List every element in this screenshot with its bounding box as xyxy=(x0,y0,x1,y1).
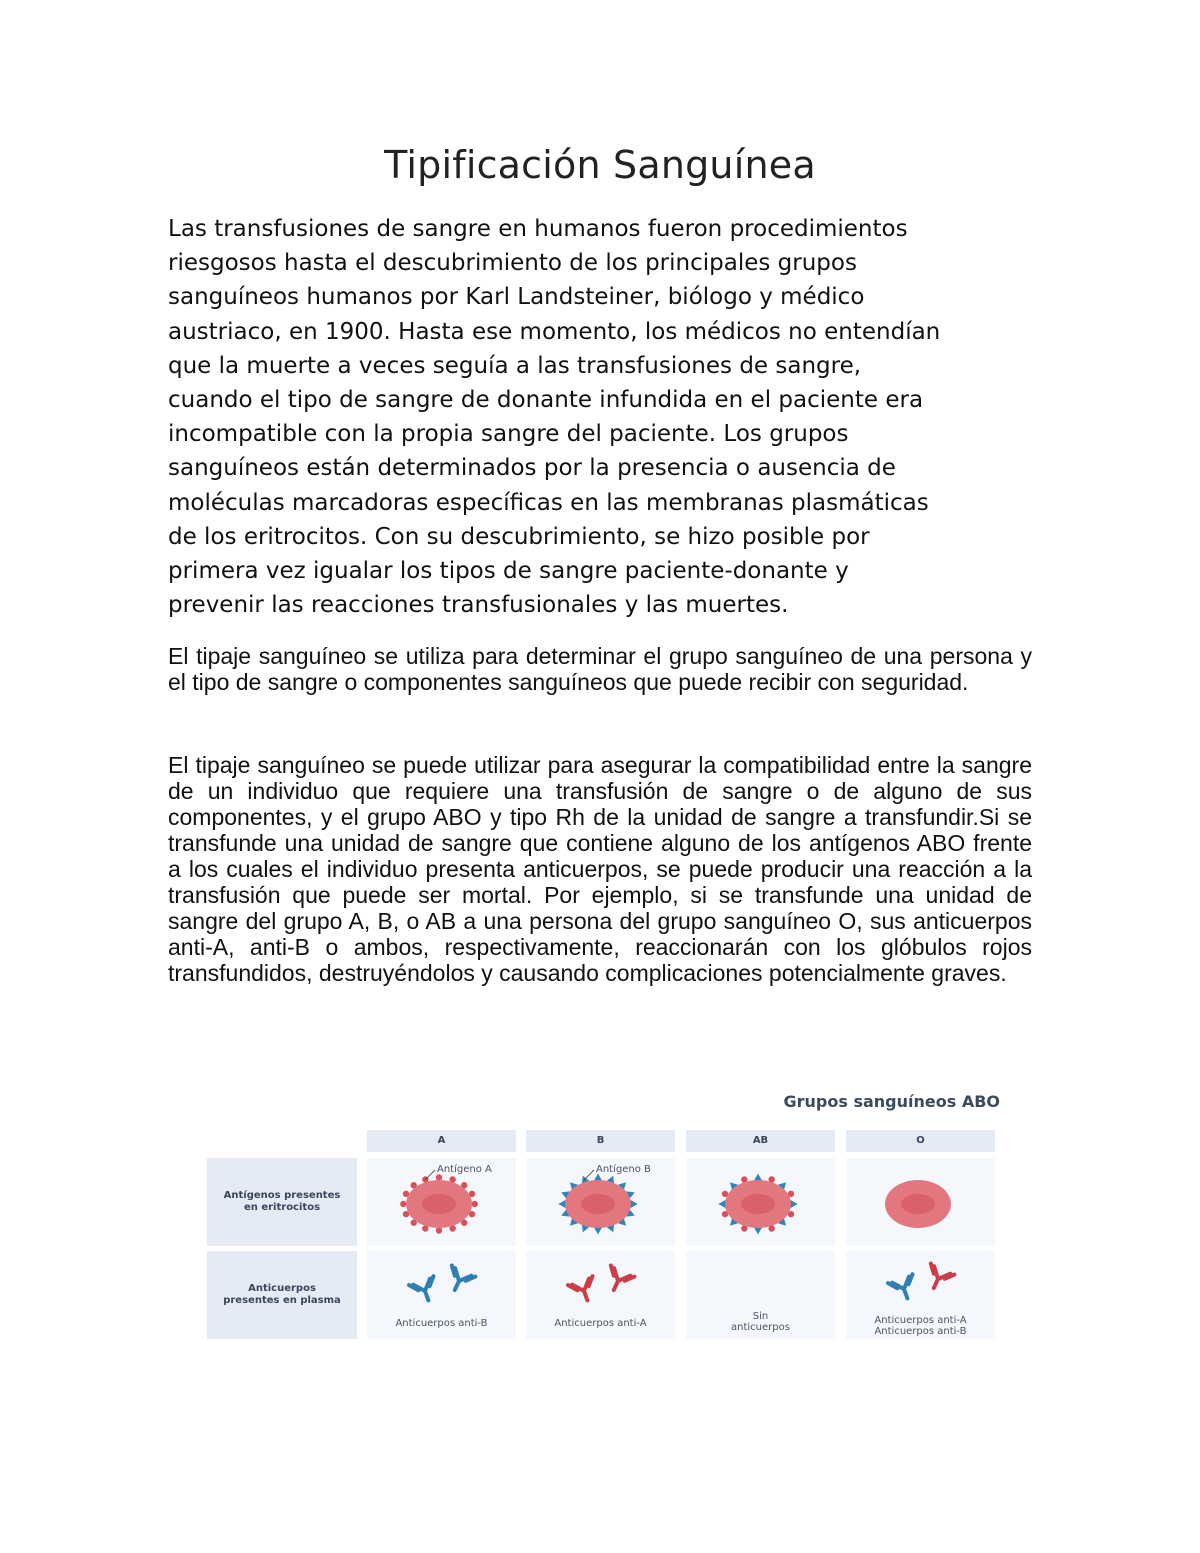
row-header-antigens-label: Antígenos presentes en eritrocitos xyxy=(223,1190,341,1213)
intro-line: sanguíneos humanos por Karl Landsteiner, biólogo y médico xyxy=(168,284,865,311)
antigen-cell-o xyxy=(846,1158,995,1246)
column-header-o: O xyxy=(846,1130,995,1152)
row-header-antibodies-label: Anticuerpos presentes en plasma xyxy=(223,1283,341,1306)
column-header-a: A xyxy=(367,1130,516,1152)
intro-line: cuando el tipo de sangre de donante infundida en el paciente era xyxy=(168,387,924,414)
antibody-ab-label-line1: Sin xyxy=(752,1311,769,1322)
column-header-ab: AB xyxy=(686,1130,835,1152)
intro-line: austriaco, en 1900. Hasta ese momento, los médicos no entendían xyxy=(168,318,941,345)
figure-title: Grupos sanguíneos ABO xyxy=(783,1092,1000,1111)
antigen-cell-b xyxy=(526,1158,675,1246)
typing-purpose-paragraph: El tipaje sanguíneo se utiliza para determinar el grupo sanguíneo de una persona y el tipo de sangre o componentes sanguíneos que puede recibir con seguridad. xyxy=(168,643,1032,695)
intro-line: sanguíneos están determinados por la presencia o ausencia de xyxy=(168,455,896,482)
abo-figure xyxy=(205,1088,1005,1350)
antibody-cell-b xyxy=(526,1251,675,1339)
intro-line: prevenir las reacciones transfusionales y las muertes. xyxy=(168,592,789,619)
row-header-antigens xyxy=(207,1158,357,1246)
compatibility-paragraph: El tipaje sanguíneo se puede utilizar para asegurar la compatibilidad entre la sangre de un individuo que requiere una transfusión de sangre o de alguno de sus componentes, y el grupo ABO y tipo Rh de la unidad de sangre a transfundir.Si se transfunde una unidad de sangre que contiene alguno de los antígenos ABO frente a los cuales el individuo presenta anticuerpos, se puede producir una reacción a la transfusión que puede ser mortal. Por ejemplo, si se transfunde una unidad de sangre del grupo A, B, o AB a una persona del grupo sanguíneo O, sus anticuerpos anti-A, anti-B o ambos, respectivamente, reaccionarán con los glóbulos rojos transfundidos, destruyéndolos y causando complicaciones potencialmente graves. xyxy=(168,752,1032,986)
intro-line: que la muerte a veces seguía a las transfusiones de sangre, xyxy=(168,352,862,379)
antigen-cell-ab xyxy=(686,1158,835,1246)
page-title: Tipificación Sanguínea xyxy=(384,143,816,187)
antibody-o-label-line1: Anticuerpos anti-A xyxy=(874,1315,967,1326)
red-cell-ab-icon xyxy=(686,1158,835,1246)
antibody-ab-label-line2: anticuerpos xyxy=(731,1322,790,1333)
antibody-cell-o xyxy=(846,1251,995,1339)
intro-line: primera vez igualar los tipos de sangre paciente-donante y xyxy=(168,558,849,585)
intro-line: moléculas marcadoras específicas en las membranas plasmáticas xyxy=(168,489,929,516)
intro-line: de los eritrocitos. Con su descubrimiento, se hizo posible por xyxy=(168,523,870,550)
antigen-b-label: Antígeno B xyxy=(596,1164,651,1175)
antibody-cell-a xyxy=(367,1251,516,1339)
antibody-cell-ab xyxy=(686,1251,835,1339)
antibody-b-label: Anticuerpos anti-A xyxy=(554,1318,647,1329)
intro-paragraph xyxy=(168,212,1048,622)
column-header-b: B xyxy=(526,1130,675,1152)
antigen-a-label: Antígeno A xyxy=(437,1164,492,1175)
intro-line: riesgosos hasta el descubrimiento de los principales grupos xyxy=(168,250,857,277)
intro-line: Las transfusiones de sangre en humanos fueron procedimientos xyxy=(168,216,908,242)
row-header-antibodies xyxy=(207,1251,357,1339)
red-cell-o-icon xyxy=(846,1158,995,1246)
intro-line: incompatible con la propia sangre del paciente. Los grupos xyxy=(168,421,849,448)
antibody-o-label-line2: Anticuerpos anti-B xyxy=(874,1326,967,1337)
antibody-a-label: Anticuerpos anti-B xyxy=(395,1318,488,1329)
antigen-cell-a xyxy=(367,1158,516,1246)
